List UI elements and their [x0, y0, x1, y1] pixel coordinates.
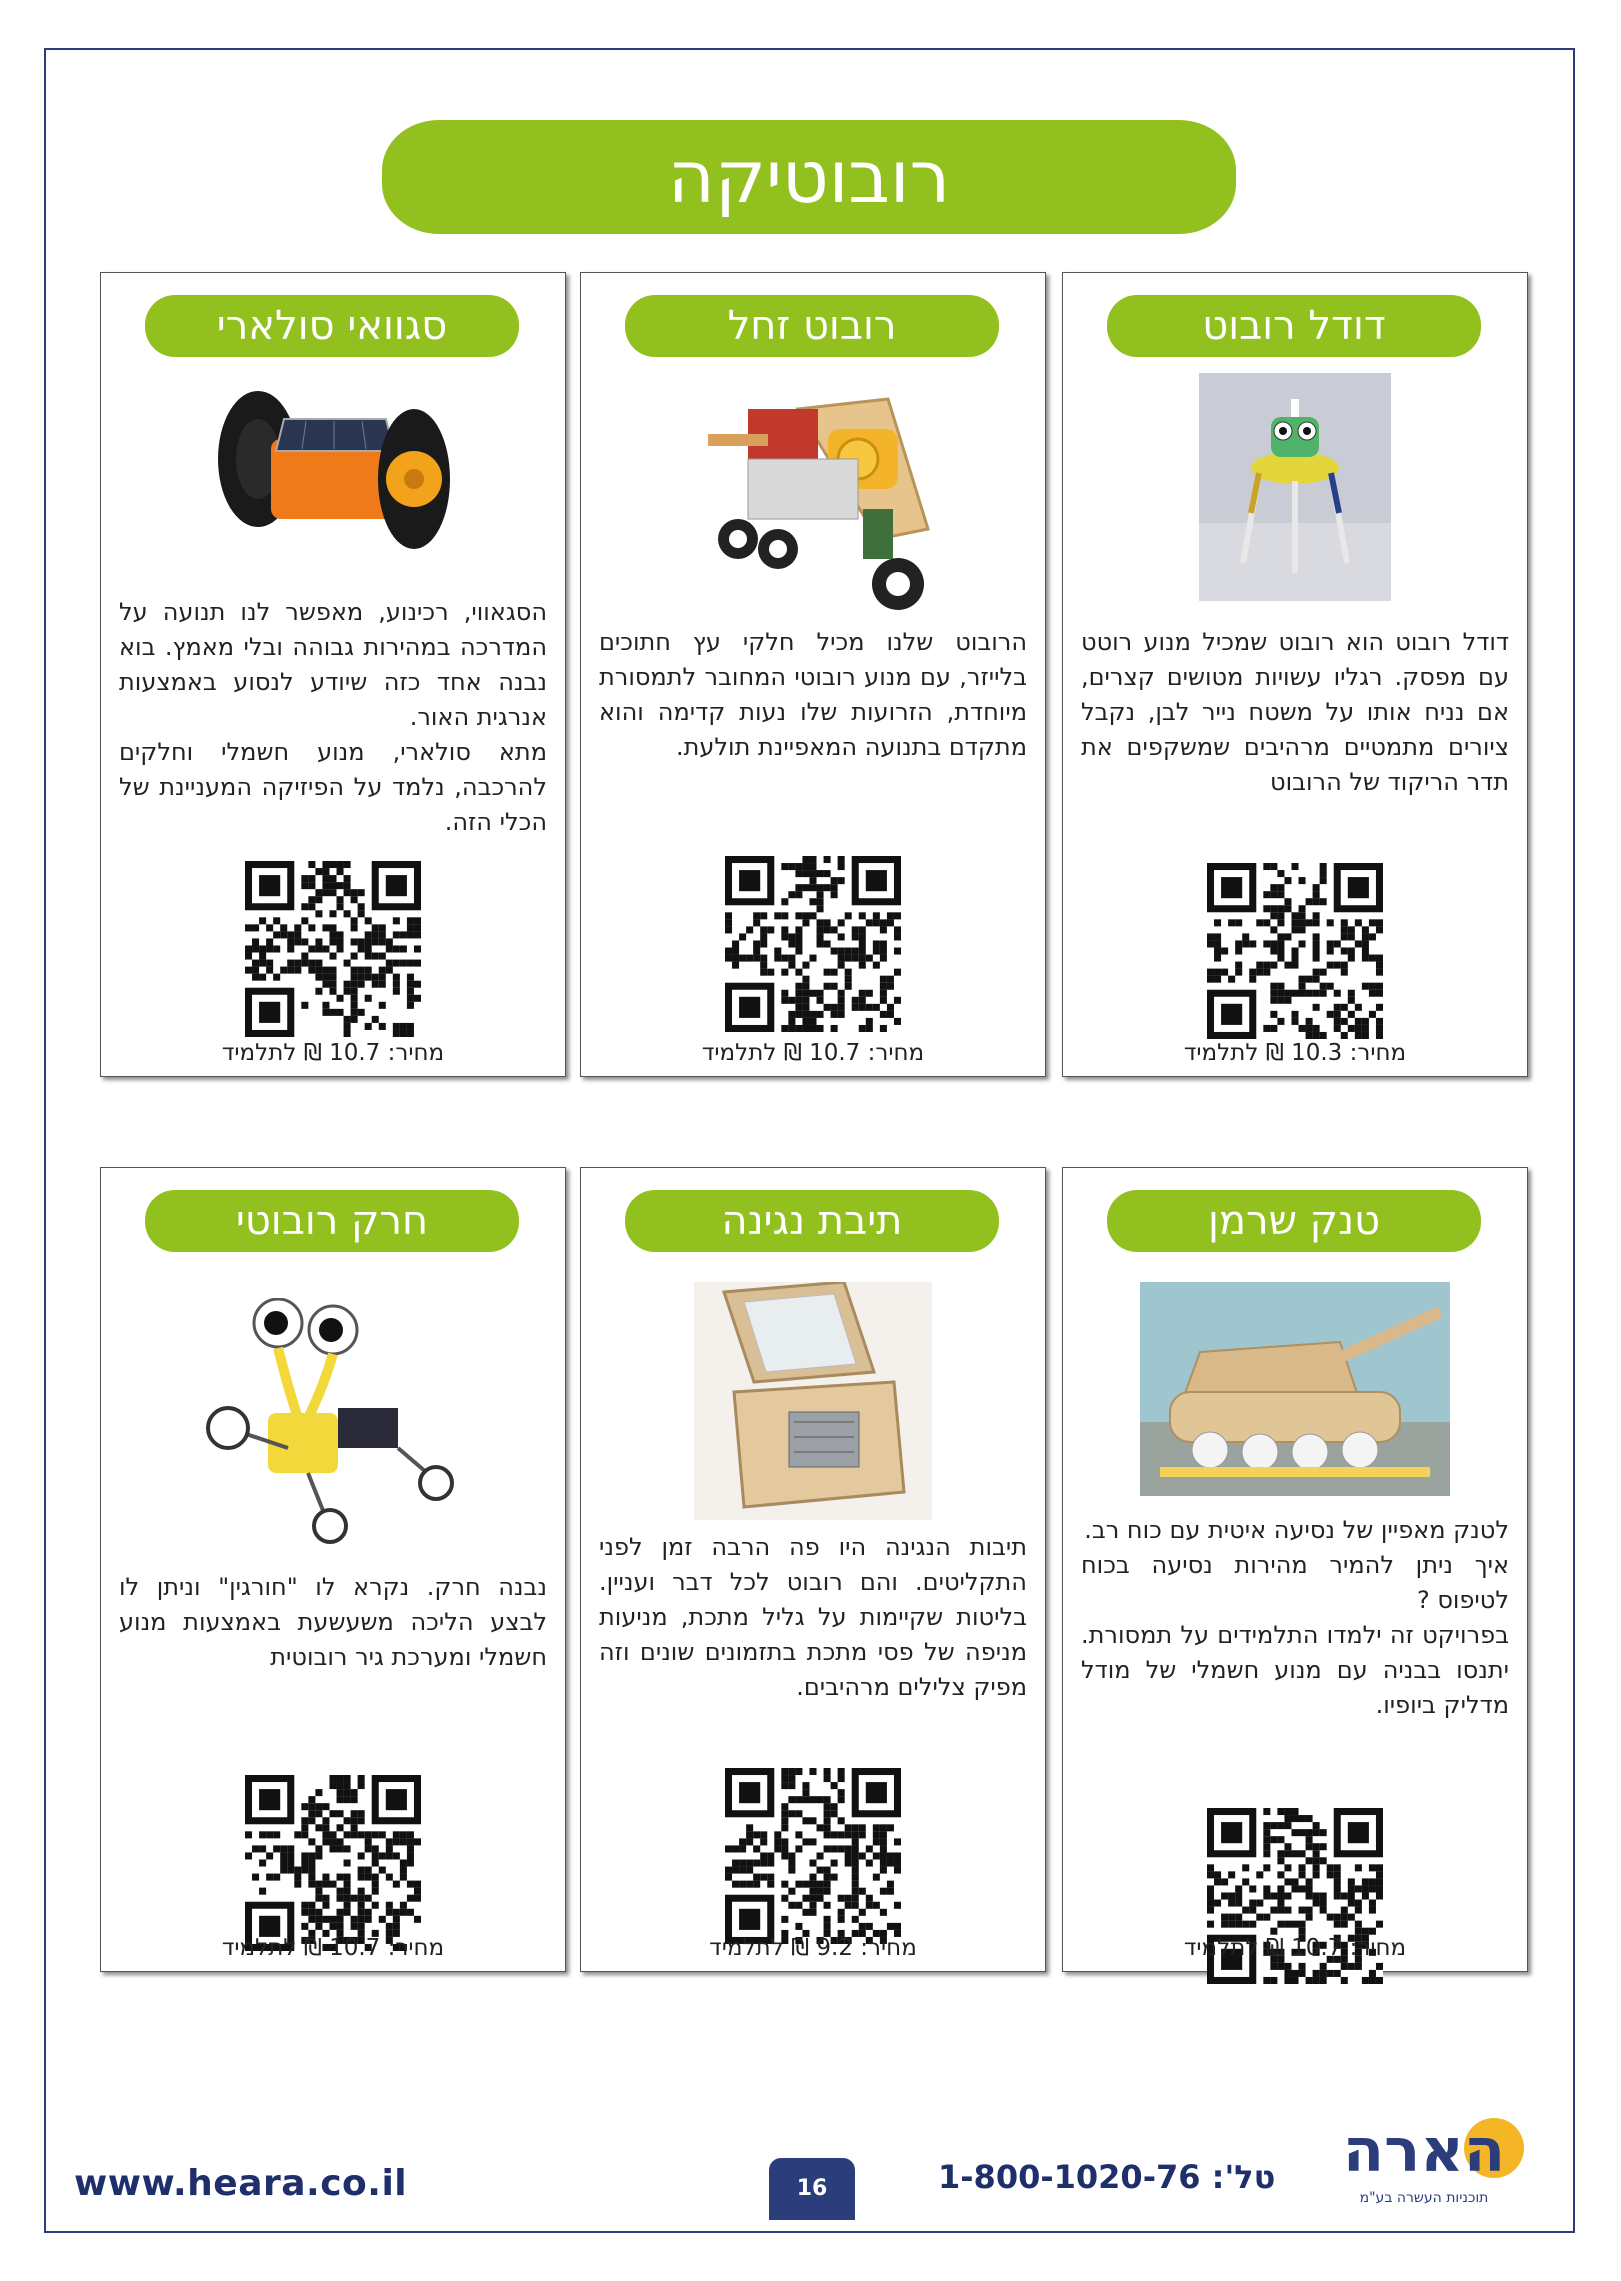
card-title: חרק רובוטי — [145, 1190, 519, 1252]
card-description: נבנה חרק. נקרא לו "חורגין" וניתן לו לבצע הליכה משעשעת באמצעות מנוע חשמלי ומערכת גיר רובוטית — [119, 1573, 547, 1671]
card-description: לטנק מאפיין של נסיעה איטית עם כוח רב. איך ניתן להמיר מהירות נסיעה בכוח לטיפוס ? בפרויקט זה ילמדו התלמידים על תמסורת. יתנסו בבניה עם מנוע חשמלי של מודל מדליק ביופיו. — [1081, 1516, 1509, 1719]
product-card-music-box — [580, 1167, 1046, 1972]
product-card-doodle-robot — [1062, 272, 1528, 1077]
price-label: מחיר: 9.2 ₪ לתלמיד — [709, 1935, 917, 1961]
sherman-tank-photo — [1140, 1282, 1450, 1496]
card-description: הרובוט שלנו מכיל חלקי עץ חתוכים בלייזר, עם מנוע רובוטי המחובר לתמסורת מיוחדת, הזרועות שלו נעות קדימה והוא מתקדם בתנועה המאפיינת תולעת. — [599, 628, 1027, 761]
product-card-solar-segway — [100, 272, 566, 1077]
card-title: רובוט זחל — [625, 295, 999, 357]
doodle-robot-photo — [1199, 373, 1391, 601]
phone-number: טל': 1-800-1020-76 — [938, 2158, 1276, 2196]
product-card-sherman-tank — [1062, 1167, 1528, 1972]
card-title: סגוואי סולארי — [145, 295, 519, 357]
card-description: תיבות הנגינה היו פה הרבה זמן לפני התקליטים. והם רובוט לכל דבר ועניין. בליטות שקיימות על גליל מתכת, מניעות מניפה של פסי מתכת בתזמונים שונים וזה מפיק צלילים מרהיבים. — [599, 1533, 1027, 1701]
product-card-robotic-bug — [100, 1167, 566, 1972]
qr-code[interactable] — [1207, 863, 1383, 1039]
solar-segway-photo — [216, 379, 450, 569]
price-label: מחיר: 10.7 ₪ לתלמיד — [701, 1040, 925, 1066]
robotic-bug-photo — [198, 1298, 468, 1548]
heara-logo — [1314, 2112, 1534, 2222]
qr-code[interactable] — [245, 1775, 421, 1951]
qr-code[interactable] — [245, 861, 421, 1037]
qr-code[interactable] — [725, 1768, 901, 1944]
card-title: תיבת נגינה — [625, 1190, 999, 1252]
price-label: מחיר: 10.7 ₪ לתלמיד — [221, 1040, 445, 1066]
card-description: הסגאווי, רכינוע, מאפשר לנו תנועה על המדרכה במהירות גבוהה ובלי מאמץ. בוא נבנה אחד כזה שיודע לנסוע באמצעות אנרגית האור. מתא סולארי, מנוע חשמלי וחלקים להרכבה, נלמד על הפיזיקה המעניינת של הכלי הזה. — [119, 598, 547, 836]
product-card-crawler-robot — [580, 272, 1046, 1077]
page-number: 16 — [769, 2158, 855, 2220]
card-title: דודל רובוט — [1107, 295, 1481, 357]
card-title: טנק שרמן — [1107, 1190, 1481, 1252]
price-label: מחיר: 10.7 ₪ לתלמיד — [221, 1935, 445, 1961]
page-title: רובוטיקה — [382, 120, 1236, 234]
website-link[interactable]: www.heara.co.il — [74, 2163, 408, 2204]
price-label: מחיר: 10.3 ₪ לתלמיד — [1183, 1040, 1407, 1066]
card-description: דודל רובוט הוא רובוט שמכיל מנוע רוטט עם מפסק. רגליו עשויות מטושים קצרים, אם נניח אותו על משטח נייר לבן, נקבל ציורים מתמטיים מרהיבים שמשקפים את תדר הריקוד של הרובוט — [1081, 628, 1509, 796]
logo-subtitle: תוכניות העשרה בע"מ — [1359, 2190, 1489, 2206]
price-label: מחיר: 10.7 ₪ לתלמיד — [1183, 1935, 1407, 1961]
qr-code[interactable] — [725, 856, 901, 1032]
music-box-photo — [694, 1282, 932, 1520]
logo-word: הארה — [1342, 2116, 1506, 2186]
crawler-robot-photo — [678, 369, 948, 619]
